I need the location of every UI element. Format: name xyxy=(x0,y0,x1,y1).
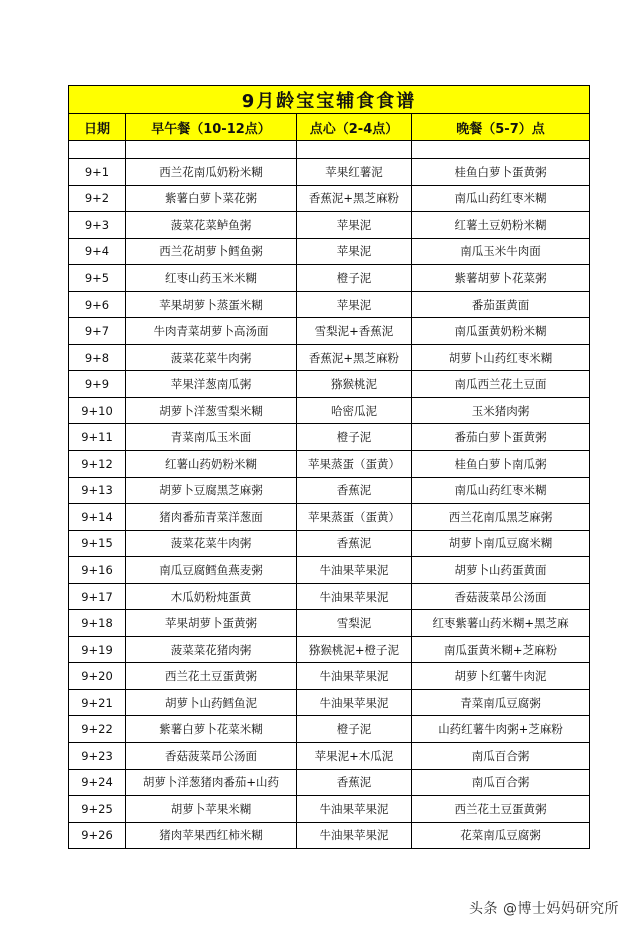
table-row xyxy=(69,159,590,186)
date-cell: 9+5 xyxy=(69,265,126,292)
table-row xyxy=(69,318,590,345)
table-row xyxy=(69,291,590,318)
spacer-row xyxy=(69,141,590,159)
dinner-cell: 桂鱼白萝卜南瓜粥 xyxy=(412,451,590,478)
dinner-cell: 南瓜山药红枣米糊 xyxy=(412,185,590,212)
table-row xyxy=(69,371,590,398)
date-cell: 9+20 xyxy=(69,663,126,690)
table-row xyxy=(69,265,590,292)
header-lunch: 早午餐（10-12点） xyxy=(126,114,297,141)
dinner-cell: 番茄白萝卜蛋黄粥 xyxy=(412,424,590,451)
header-dinner: 晚餐（5-7）点 xyxy=(412,114,590,141)
dinner-cell: 南瓜百合粥 xyxy=(412,743,590,770)
dinner-cell: 南瓜蛋黄米糊+芝麻粉 xyxy=(412,636,590,663)
lunch-cell: 牛肉青菜胡萝卜高汤面 xyxy=(126,318,297,345)
lunch-cell: 紫薯白萝卜菜花粥 xyxy=(126,185,297,212)
date-cell: 9+21 xyxy=(69,689,126,716)
lunch-cell: 猪肉苹果西红柿米糊 xyxy=(126,822,297,849)
lunch-cell: 西兰花土豆蛋黄粥 xyxy=(126,663,297,690)
snack-cell: 橙子泥 xyxy=(297,265,412,292)
snack-cell: 牛油果苹果泥 xyxy=(297,557,412,584)
dinner-cell: 西兰花土豆蛋黄粥 xyxy=(412,796,590,823)
dinner-cell: 南瓜西兰花土豆面 xyxy=(412,371,590,398)
date-cell: 9+10 xyxy=(69,397,126,424)
date-cell: 9+25 xyxy=(69,796,126,823)
snack-cell: 哈密瓜泥 xyxy=(297,397,412,424)
table-row xyxy=(69,689,590,716)
snack-cell: 香蕉泥+黑芝麻粉 xyxy=(297,185,412,212)
table-row xyxy=(69,822,590,849)
snack-cell: 苹果泥 xyxy=(297,291,412,318)
snack-cell: 橙子泥 xyxy=(297,424,412,451)
table-row xyxy=(69,583,590,610)
lunch-cell: 苹果胡萝卜蒸蛋米糊 xyxy=(126,291,297,318)
date-cell: 9+1 xyxy=(69,159,126,186)
snack-cell: 香蕉泥 xyxy=(297,477,412,504)
date-cell: 9+26 xyxy=(69,822,126,849)
snack-cell: 牛油果苹果泥 xyxy=(297,796,412,823)
title-row xyxy=(69,86,590,114)
lunch-cell: 胡萝卜豆腐黑芝麻粥 xyxy=(126,477,297,504)
date-cell: 9+12 xyxy=(69,451,126,478)
date-cell: 9+13 xyxy=(69,477,126,504)
dinner-cell: 桂鱼白萝卜蛋黄粥 xyxy=(412,159,590,186)
menu-table xyxy=(68,85,590,849)
table-row xyxy=(69,743,590,770)
snack-cell: 猕猴桃泥+橙子泥 xyxy=(297,636,412,663)
dinner-cell: 胡萝卜山药蛋黄面 xyxy=(412,557,590,584)
date-cell: 9+2 xyxy=(69,185,126,212)
snack-cell: 雪梨泥 xyxy=(297,610,412,637)
lunch-cell: 胡萝卜苹果米糊 xyxy=(126,796,297,823)
date-cell: 9+24 xyxy=(69,769,126,796)
date-cell: 9+7 xyxy=(69,318,126,345)
table-row xyxy=(69,796,590,823)
dinner-cell: 红枣紫薯山药米糊+黑芝麻 xyxy=(412,610,590,637)
lunch-cell: 苹果洋葱南瓜粥 xyxy=(126,371,297,398)
dinner-cell: 青菜南瓜豆腐粥 xyxy=(412,689,590,716)
table-row xyxy=(69,451,590,478)
table-row xyxy=(69,477,590,504)
date-cell: 9+4 xyxy=(69,238,126,265)
snack-cell: 牛油果苹果泥 xyxy=(297,689,412,716)
date-cell: 9+18 xyxy=(69,610,126,637)
lunch-cell: 青菜南瓜玉米面 xyxy=(126,424,297,451)
lunch-cell: 红枣山药玉米米糊 xyxy=(126,265,297,292)
table-row xyxy=(69,557,590,584)
table-title: 9月龄宝宝辅食食谱 xyxy=(69,86,590,114)
lunch-cell: 紫薯白萝卜花菜米糊 xyxy=(126,716,297,743)
lunch-cell: 苹果胡萝卜蛋黄粥 xyxy=(126,610,297,637)
snack-cell: 香蕉泥 xyxy=(297,769,412,796)
lunch-cell: 菠菜花菜鲈鱼粥 xyxy=(126,212,297,239)
snack-cell: 猕猴桃泥 xyxy=(297,371,412,398)
snack-cell: 香蕉泥 xyxy=(297,530,412,557)
table-row xyxy=(69,610,590,637)
lunch-cell: 菠菜菜花猪肉粥 xyxy=(126,636,297,663)
lunch-cell: 红薯山药奶粉米糊 xyxy=(126,451,297,478)
dinner-cell: 玉米猪肉粥 xyxy=(412,397,590,424)
header-row xyxy=(69,114,590,141)
lunch-cell: 西兰花胡萝卜鳕鱼粥 xyxy=(126,238,297,265)
dinner-cell: 番茄蛋黄面 xyxy=(412,291,590,318)
lunch-cell: 西兰花南瓜奶粉米糊 xyxy=(126,159,297,186)
snack-cell: 苹果泥 xyxy=(297,212,412,239)
dinner-cell: 香菇菠菜昂公汤面 xyxy=(412,583,590,610)
date-cell: 9+17 xyxy=(69,583,126,610)
lunch-cell: 胡萝卜洋葱猪肉番茄+山药 xyxy=(126,769,297,796)
snack-cell: 牛油果苹果泥 xyxy=(297,583,412,610)
snack-cell: 苹果蒸蛋（蛋黄） xyxy=(297,451,412,478)
date-cell: 9+9 xyxy=(69,371,126,398)
date-cell: 9+15 xyxy=(69,530,126,557)
date-cell: 9+22 xyxy=(69,716,126,743)
table-row xyxy=(69,424,590,451)
lunch-cell: 胡萝卜山药鳕鱼泥 xyxy=(126,689,297,716)
date-cell: 9+23 xyxy=(69,743,126,770)
dinner-cell: 西兰花南瓜黑芝麻粥 xyxy=(412,504,590,531)
snack-cell: 苹果泥 xyxy=(297,238,412,265)
table-row xyxy=(69,530,590,557)
table-row xyxy=(69,185,590,212)
table-row xyxy=(69,344,590,371)
lunch-cell: 南瓜豆腐鳕鱼燕麦粥 xyxy=(126,557,297,584)
dinner-cell: 南瓜百合粥 xyxy=(412,769,590,796)
table-row xyxy=(69,636,590,663)
dinner-cell: 南瓜蛋黄奶粉米糊 xyxy=(412,318,590,345)
snack-cell: 香蕉泥+黑芝麻粉 xyxy=(297,344,412,371)
menu-body xyxy=(69,141,590,849)
snack-cell: 牛油果苹果泥 xyxy=(297,822,412,849)
table-row xyxy=(69,504,590,531)
watermark: 头条 @博士妈妈研究所 xyxy=(469,901,619,917)
snack-cell: 牛油果苹果泥 xyxy=(297,663,412,690)
snack-cell: 橙子泥 xyxy=(297,716,412,743)
header-date: 日期 xyxy=(69,114,126,141)
dinner-cell: 紫薯胡萝卜花菜粥 xyxy=(412,265,590,292)
date-cell: 9+16 xyxy=(69,557,126,584)
snack-cell: 苹果蒸蛋（蛋黄） xyxy=(297,504,412,531)
dinner-cell: 红薯土豆奶粉米糊 xyxy=(412,212,590,239)
snack-cell: 雪梨泥+香蕉泥 xyxy=(297,318,412,345)
dinner-cell: 胡萝卜红薯牛肉泥 xyxy=(412,663,590,690)
table-row xyxy=(69,397,590,424)
snack-cell: 苹果红薯泥 xyxy=(297,159,412,186)
dinner-cell: 胡萝卜山药红枣米糊 xyxy=(412,344,590,371)
table-row xyxy=(69,212,590,239)
table-row xyxy=(69,769,590,796)
dinner-cell: 南瓜玉米牛肉面 xyxy=(412,238,590,265)
date-cell: 9+8 xyxy=(69,344,126,371)
dinner-cell: 南瓜山药红枣米糊 xyxy=(412,477,590,504)
lunch-cell: 木瓜奶粉炖蛋黄 xyxy=(126,583,297,610)
dinner-cell: 山药红薯牛肉粥+芝麻粉 xyxy=(412,716,590,743)
table-row xyxy=(69,238,590,265)
table-row xyxy=(69,716,590,743)
lunch-cell: 香菇菠菜昂公汤面 xyxy=(126,743,297,770)
header-snack: 点心（2-4点） xyxy=(297,114,412,141)
lunch-cell: 猪肉番茄青菜洋葱面 xyxy=(126,504,297,531)
dinner-cell: 胡萝卜南瓜豆腐米糊 xyxy=(412,530,590,557)
table-row xyxy=(69,663,590,690)
snack-cell: 苹果泥+木瓜泥 xyxy=(297,743,412,770)
date-cell: 9+14 xyxy=(69,504,126,531)
lunch-cell: 菠菜花菜牛肉粥 xyxy=(126,530,297,557)
date-cell: 9+6 xyxy=(69,291,126,318)
date-cell: 9+19 xyxy=(69,636,126,663)
lunch-cell: 胡萝卜洋葱雪梨米糊 xyxy=(126,397,297,424)
dinner-cell: 花菜南瓜豆腐粥 xyxy=(412,822,590,849)
lunch-cell: 菠菜花菜牛肉粥 xyxy=(126,344,297,371)
date-cell: 9+3 xyxy=(69,212,126,239)
date-cell: 9+11 xyxy=(69,424,126,451)
